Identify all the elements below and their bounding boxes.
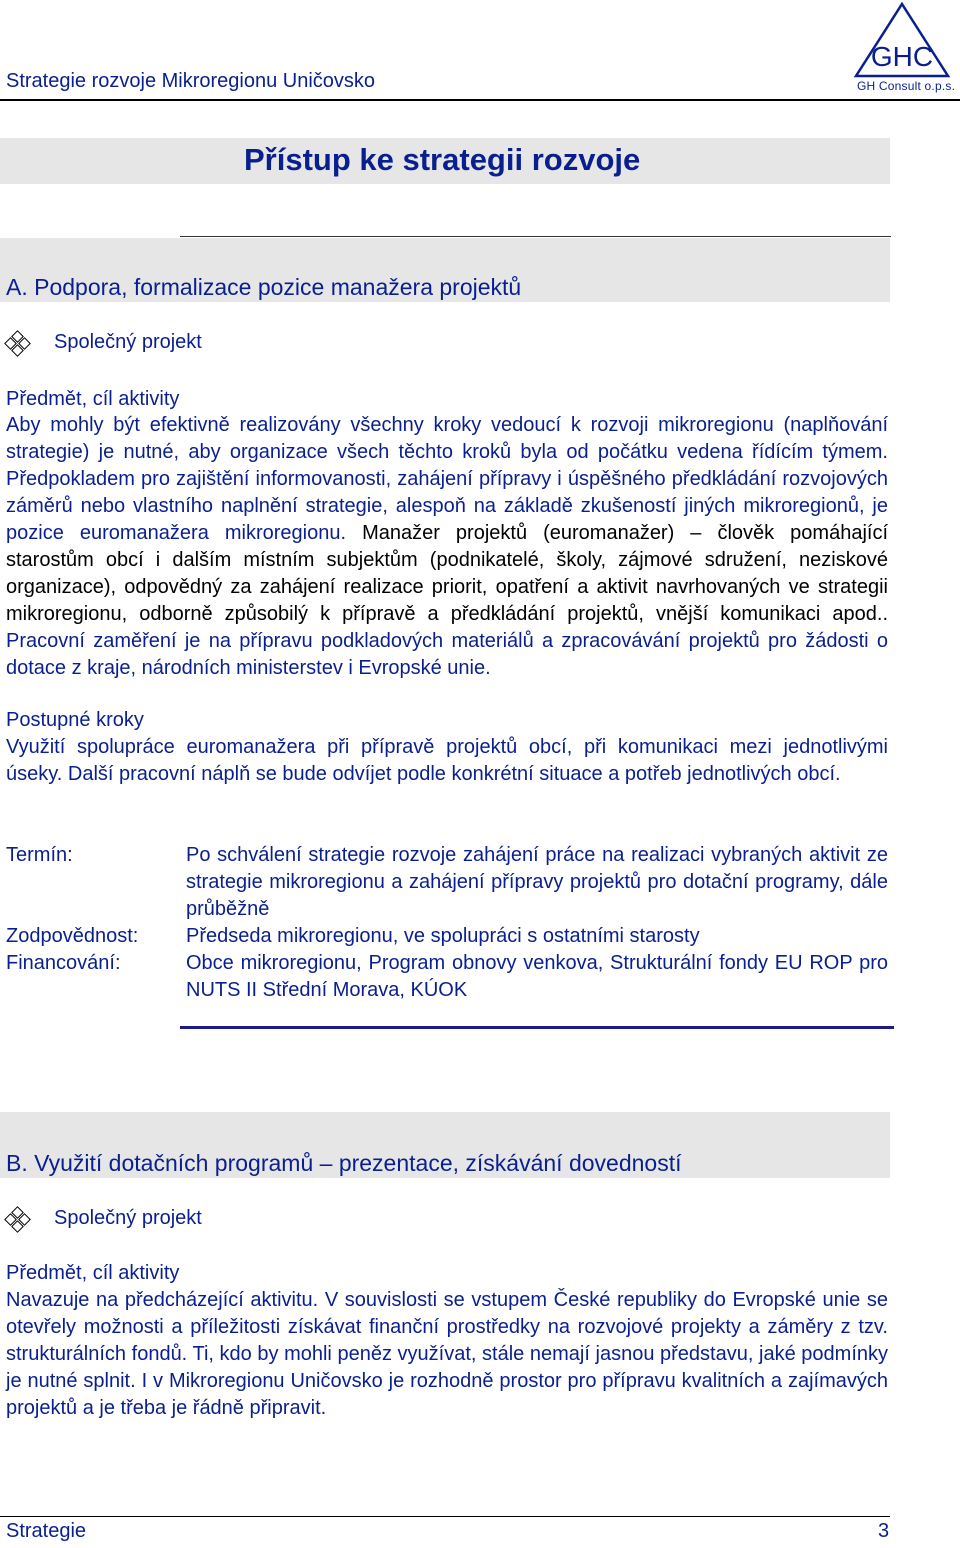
section-a-bullet-label: Společný projekt — [54, 331, 202, 353]
section-a-steps-text: Využití spolupráce euromanažera při přípravě projektů obcí, při komunikaci mezi jednotlivými úseky. Další pracovní náplň se bude odvíjet podle konkrétní situace a potřeb jednotlivých obcí. — [6, 736, 888, 785]
section-a-heading: A. Podpora, formalizace pozice manažera projektů — [6, 274, 522, 300]
page-number: 3 — [878, 1520, 890, 1542]
responsibility-label: Zodpovědnost: — [6, 925, 139, 947]
section-a-end-rule — [180, 1026, 894, 1029]
section-b-subject-text: Navazuje na předcházející aktivitu. V souvislosti se vstupem České republiky do Evropské unie se otevřely možnosti a příležitosti získávat finanční prostředky na rozvojové projekty a záměry z tzv. strukturálních fondů. Ti, kdo by mohli peněz využívat, stále nemají jasnou představu, jaké podmínky je nutné splnit. I v Mikroregionu Uničovsko je rozhodně prostor pro přípravu kvalitních a zajímavých projektů a je třeba je řádně připravit. — [6, 1289, 888, 1419]
section-b-bullet-label: Společný projekt — [54, 1207, 202, 1229]
section-a-steps-label: Postupné kroky — [6, 709, 144, 731]
section-a-subject-text-1: Aby mohly být efektivně realizovány všechny kroky vedoucí k rozvoji mikroregionu (naplňování strategie) je nutné, aby organizace všech těchto kroků byla od počátku vedena řídícím týmem. — [6, 414, 888, 463]
section-b-bullet — [6, 1207, 202, 1230]
footer-divider — [0, 1516, 890, 1517]
responsibility-value: Předseda mikroregionu, ve spolupráci s ostatními starosty — [186, 925, 700, 947]
section-b-heading: B. Využití dotačních programů – prezentace, získávání dovedností — [6, 1150, 682, 1176]
section-a-subject-label: Předmět, cíl aktivity — [6, 388, 180, 410]
document-header-title: Strategie rozvoje Mikroregionu Uničovsko — [6, 70, 376, 92]
diamond-bullet-icon — [6, 332, 28, 354]
diamond-bullet-icon — [6, 1208, 28, 1230]
logo-subtitle: GH Consult o.p.s. — [857, 79, 956, 93]
term-value: Po schválení strategie rozvoje zahájení práce na realizaci vybraných aktivit ze strategie mikroregionu a zahájení přípravy projektů pro dotační programy, dále průběžně — [186, 844, 888, 920]
page-title: Přístup ke strategii rozvoje — [244, 142, 641, 177]
logo-text: GHC — [870, 41, 934, 72]
financing-value: Obce mikroregionu, Program obnovy venkova, Strukturální fondy EU ROP pro NUTS II Střední Morava, KÚOK — [186, 952, 888, 1001]
footer-label: Strategie — [6, 1520, 87, 1542]
section-a-subject-text — [6, 412, 888, 682]
section-b-subject-label: Předmět, cíl aktivity — [6, 1262, 180, 1284]
section-a-subject-text-3: Manažer projektů (euromanažer) – člověk pomáhající starostům obcí i dalším místním subjektům (podnikatelé, školy, zájmové sdružení, neziskové organizace), odpovědný za zahájení realizace priorit, opatření a aktivit navrhovaných ve strategii mikroregionu, odborně způsobilý k přípravě a předkládání projektů, vnější komunikaci apod.. — [6, 522, 888, 625]
term-label: Termín: — [6, 844, 73, 866]
section-a-subject-text-4: Pracovní zaměření je na přípravu podkladových materiálů a zpracovávání projektů pro žádosti o dotace z kraje, národních ministerstev i Evropské unie. — [6, 630, 888, 679]
title-underline — [180, 236, 891, 237]
financing-label: Financování: — [6, 952, 121, 974]
section-a-bullet — [6, 331, 202, 354]
section-a-subject-text-2: Předpokladem pro zajištění informovanosti, zahájení přípravy i úspěšného předkládání rozvojových záměrů nebo vlastního naplnění strategie, alespoň na základě zkušeností jiných mikroregionů, je pozice euromanažera mikroregionu. — [6, 468, 888, 544]
header-divider — [0, 99, 960, 101]
